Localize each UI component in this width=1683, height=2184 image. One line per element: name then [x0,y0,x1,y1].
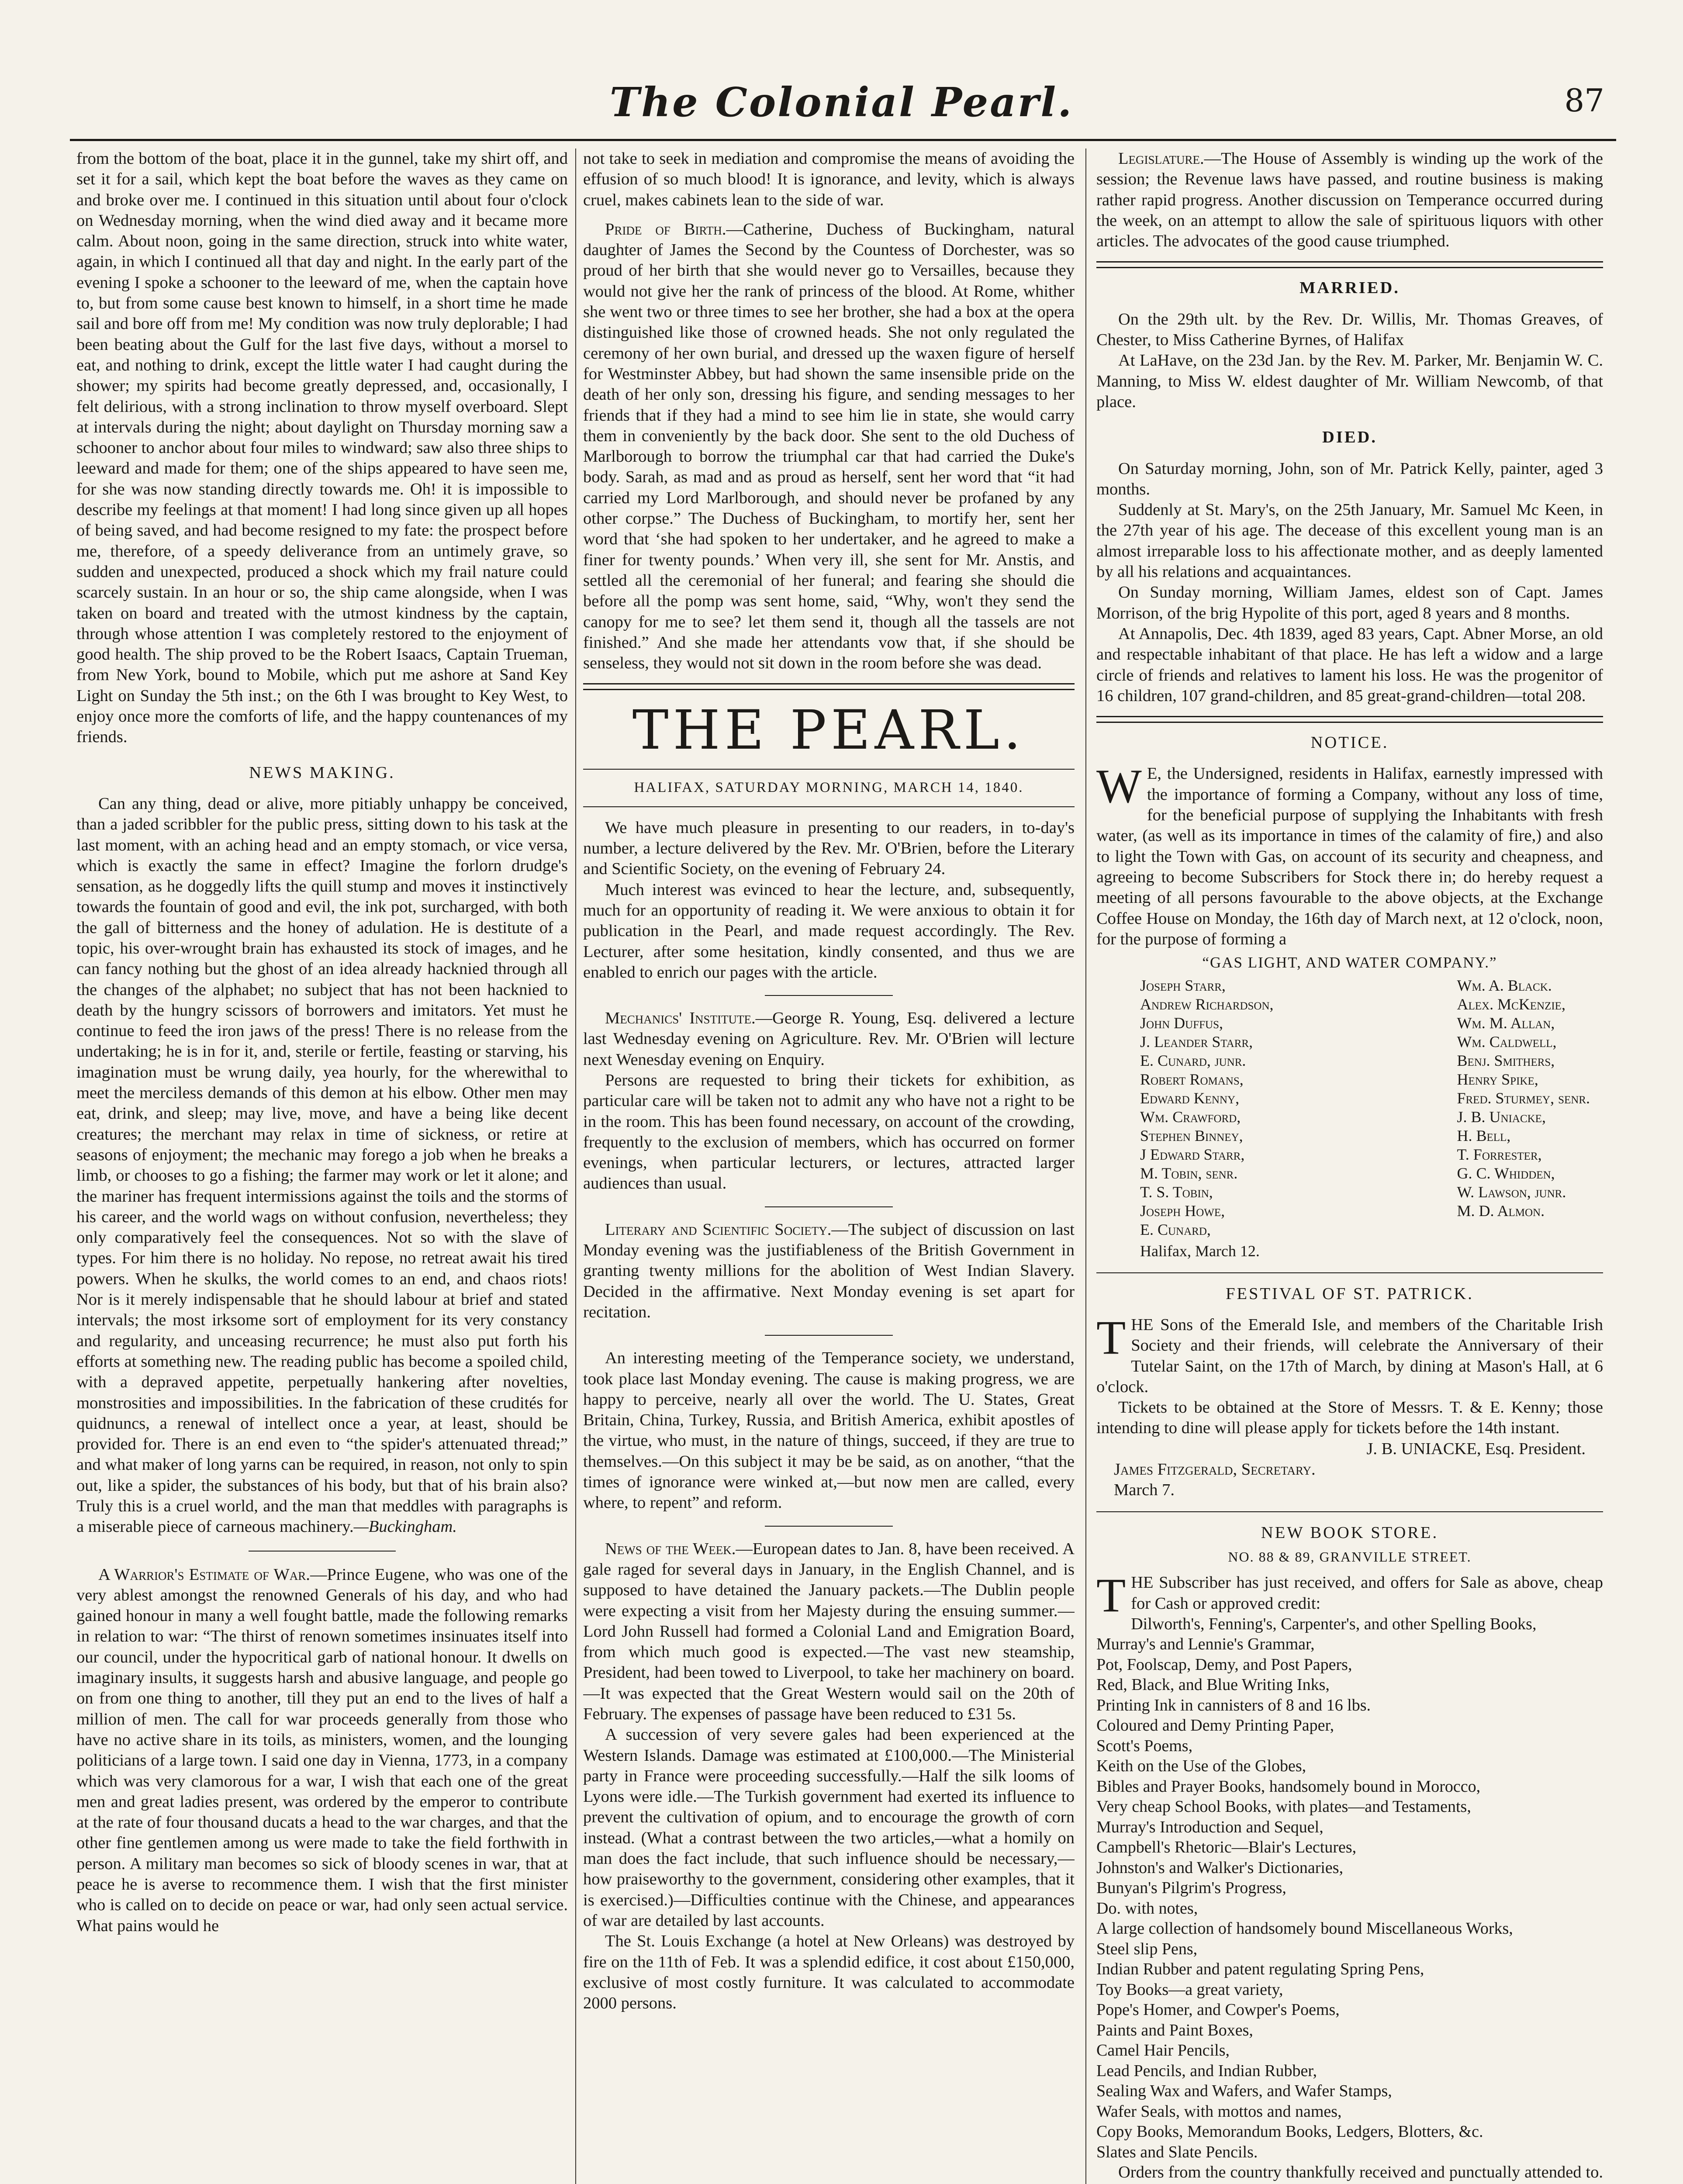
subscriber-names-right [1457,976,1590,1239]
subscriber-name: J. Leander Starr, [1140,1033,1253,1051]
book-list-item: A large collection of handsomely bound Miscellaneous Works, [1096,1919,1513,1938]
separator [765,995,893,996]
news-making-title: NEWS MAKING. [249,763,395,782]
subscriber-names [1140,976,1590,1239]
subscriber-name: John Duffus, [1140,1014,1223,1032]
pride-article [583,219,1075,674]
book-list-item: Bunyan's Pilgrim's Progress, [1096,1879,1286,1897]
separator [765,1335,893,1336]
book-list-item: Copy Books, Memorandum Books, Ledgers, Blotters, &c. [1096,2122,1483,2141]
subscriber-name: J. B. Uniacke, [1457,1108,1546,1126]
subscriber-name: H. Bell, [1457,1127,1511,1145]
notice-title: NOTICE. [1310,733,1389,752]
column-1 [76,149,568,2184]
book-list-item: Do. with notes, [1096,1899,1198,1918]
notice-body: E, the Undersigned, residents in Halifax, earnestly impressed with the importance of forming a Company, without any loss of time, for the beneficial purpose of supplying the Inhabitants with fresh water, (as well as its importance in times of the calamity of fire,) and also to light the Town with Gas, on account of its security and cheapness, and agreeing to become Subscribers for Stock there in; do hereby request a meeting of all persons favourable to the above objects, at the Exchange Coffee House on Monday, the 16th day of March next, at 12 o'clock, noon, for the purpose of forming a [1096,764,1603,948]
page-number: 87 [1564,82,1604,119]
book-list-item: Keith on the Use of the Globes, [1096,1757,1306,1776]
warrior-heading: A Warrior's Estimate of War. [98,1565,310,1584]
literary-heading: Literary and Scientific Society. [605,1220,832,1239]
book-list-item: Murray's and Lennie's Grammar, [1096,1635,1315,1654]
rule [1096,1511,1603,1512]
masthead [0,79,1683,135]
temperance-article: An interesting meeting of the Temperance society, we understand, took place last Monday evening. The cause is making progress, we are happy to perceive, nearly all over the world. The U. States, Great Britain, China, Turkey, Russia, and British America, exhibit apostles of the virtue, who must, in the nature of things, succeed, if they are true to themselves.—On this subject it may be be said, as on another, “that the times of ignorance were winked at,—but now men are called, every where, to repent” and reform. [583,1349,1075,1512]
notice-text [1096,760,1603,950]
book-list-item: Very cheap School Books, with plates—and Testaments, [1096,1797,1471,1816]
literary-article [583,1220,1075,1323]
warrior-continued: not take to seek in mediation and compromise the means of avoiding the effusion of so much blood! It is ignorance, and levity, which is always cruel, makes cabinets lean to the side of war. [583,149,1075,209]
pearl-title: THE PEARL. [632,699,1026,762]
married-entry: On the 29th ult. by the Rev. Dr. Willis, Mr. Thomas Greaves, of Chester, to Miss Catherine Byrnes, of Halifax [1096,310,1603,349]
died-entry: On Sunday morning, William James, eldest son of Capt. James Morrison, of the brig Hypolite of this port, aged 8 years and 8 months. [1096,583,1603,622]
bookstore-dropcap: T [1096,1569,1126,1622]
book-list-item: Red, Black, and Blue Writing Inks, [1096,1676,1330,1694]
double-rule [583,683,1075,690]
book-list-item: Scott's Poems, [1096,1736,1193,1755]
news-week-paragraph: A succession of very severe gales had been experienced at the Western Islands. Damage was estimated at £100,000.—The Ministerial party in France were proceeding successfully.—Half the silk looms of Lyons were idle.—The Turkish government had exerted its influence to prevent the cultivation of opium, and to encourage the growth of corn instead. (What a contrast between the two articles,—what a homily on man does the fact include, that such influence should be necessary,—how praiseworthy to the government, considering other examples, that it is exercised.)—Difficulties continue with the Chinese, and appearances of war are detailed by last accounts. [583,1725,1075,1930]
book-list-item: Toy Books—a great variety, [1096,1980,1283,1999]
subscriber-name: E. Cunard, [1140,1221,1211,1239]
festival-body: HE Sons of the Emerald Isle, and members of the Charitable Irish Society and their friends, will celebrate the Anniversary of their Tutelar Saint, on the 17th of March, by dining at Mason's Hall, at 6 o'clock. [1096,1315,1603,1396]
book-list-item: Steel slip Pens, [1096,1939,1198,1958]
rule [583,769,1075,770]
warrior-text: —Prince Eugene, who was one of the very ablest amongst the renowned Generals of his day, and who had gained honour in many a well fought battle, made the following remarks in relation to war: “The thirst of renown sometimes insinuates itself into our council, under the hypocritical garb of national honour. It dwells on imaginary insults, it suggests harsh and abusive language, and people go on from one thing to another, till they put an end to the lives of half a million of men. The call for war proceeds generally from those who have no active share in its toils, as ministers, women, and the lounging politicians of a large town. I said one day in Vienna, 1773, in a company which was very clamorous for a war, I wish that each one of the great men and great ladies present, was ordered by the emperor to contribute at the rate of four thousand ducats a head to the war charges, and that the other fine gentlemen among us were made to take the field forthwith in person. A military man becomes so sick of bloody scenes in war, that at peace he is averse to recommence them. I wish that the first minister who is called on to decide on peace or war, had only seen actual service. What pains would he [76,1565,568,1935]
subscriber-name: Wm. A. Black. [1457,977,1552,995]
book-list-item: Pope's Homer, and Cowper's Poems, [1096,2001,1340,2019]
mechanics-article [583,1008,1075,1070]
bookstore-intro-text: HE Subscriber has just received, and offers for Sale as above, cheap for Cash or approved credit: [1131,1573,1603,1613]
literary-text: —The subject of discussion on last Monday evening was the justifiableness of the British Government in granting twenty millions for the abolition of West Indian Slavery. Decided in the affirmative. Next Monday evening is set apart for recitation. [583,1220,1075,1321]
book-list-item: Pot, Foolscap, Demy, and Post Papers, [1096,1655,1352,1674]
legislature-heading: Legislature. [1118,149,1204,168]
book-list-item: Indian Rubber and patent regulating Spring Pens, [1096,1960,1424,1979]
separator [765,1206,893,1207]
book-list-item: Murray's Introduction and Sequel, [1096,1818,1324,1836]
double-rule [1096,716,1603,723]
subscriber-name: Edward Kenny, [1140,1089,1240,1107]
book-list-item: Dilworth's, Fenning's, Carpenter's, and other Spelling Books, [1131,1614,1537,1633]
lecture-paragraph: Much interest was evinced to hear the lecture, and, subsequently, much for an opportunity of reading it. We were anxious to obtain it for publication in the Pearl, and made request accordingly. The Rev. Lecturer, after some hesitation, kindly consented, and thus we are enabled to enrich our pages with the article. [583,880,1075,981]
festival-secretary: James Fitzgerald, Secretary. [1114,1460,1316,1479]
subscriber-name: Robert Romans, [1140,1071,1244,1089]
legislature-article [1096,149,1603,252]
subscriber-name: W. Lawson, junr. [1457,1183,1566,1201]
column-divider [575,149,576,2184]
pride-heading: Pride of Birth. [605,220,726,238]
rule [1096,1272,1603,1273]
news-week-article [583,1539,1075,1725]
subscriber-name: J Edward Starr, [1140,1146,1245,1164]
column-2 [583,149,1075,2184]
subscriber-name: E. Cunard, junr. [1140,1052,1246,1070]
died-entry: On Saturday morning, John, son of Mr. Patrick Kelly, painter, aged 3 months. [1096,459,1603,498]
lecture-paragraph: We have much pleasure in presenting to our readers, in to-day's number, a lecture delivered by the Rev. Mr. O'Brien, before the Literary and Scientific Society, on the evening of February 24. [583,818,1075,878]
subscriber-name: Wm. Crawford, [1140,1108,1241,1126]
book-list [1096,1614,1603,2163]
married-entry: At LaHave, on the 23d Jan. by the Rev. M. Parker, Mr. Benjamin W. C. Manning, to Miss W. eldest daughter of Mr. William Newcomb, of that place. [1096,351,1603,411]
book-list-item: Campbell's Rhetoric—Blair's Lectures, [1096,1838,1357,1857]
pride-text: —Catherine, Duchess of Buckingham, natural daughter of James the Second by the Countess of Dorchester, was so proud of her birth that she would never go to Versailles, because they would not give her the rank of princess of the blood. At Rome, whither she went two or three times to see her brother, she had a box at the opera distinguished like those of crowned heads. She not only regulated the ceremony of her own burial, and dressed up the waxen figure of herself for Westminster Abbey, but had shown the same insensible pride on the death of her only son, dressing his figure, and sending messages to her friends that if they had a mind to see him lie in state, she would carry them in conveniently by the back door. She sent to the old Duchess of Marlborough to borrow the triumphal car that had carried the Duke's body. Sarah, as mad and as proud as herself, sent her word that “it had carried my Lord Marlborough, and should never be profaned by any other corpse.” The Duchess of Buckingham, to mortify her, sent her word that ‘she had spoken to her undertaker, and he agreed to make a finer for twenty pounds.’ When very ill, she sent for Mr. Anstis, and settled all the ceremonial of her funeral; and fearing she should die before all the pomp was sent home, said, “Why, won't they send the canopy for me to see? let them send it, though all the tassels are not finished.” And she made her attendants vow that, if she should be senseless, they would not sit down in the room before she was dead. [583,220,1075,673]
double-rule [1096,261,1603,268]
subscriber-name: Stephen Binney, [1140,1127,1243,1145]
mechanics-heading: Mechanics' Institute. [605,1009,756,1028]
subscriber-name: Alex. McKenzie, [1457,995,1566,1013]
book-list-item: Coloured and Demy Printing Paper, [1096,1716,1334,1735]
book-list-item: Wafer Seals, with mottos and names, [1096,2102,1342,2121]
mechanics-notice: Persons are requested to bring their tickets for exhibition, as particular care will be taken not to admit any who have not a right to be in the room. This has been found necessary, on account of the crowding, frequently to the exclusion of members, which has occurred on former evenings, when particular lecturers, or lectures, attracted larger audiences than usual. [583,1071,1075,1193]
book-list-item: Slates and Slate Pencils. [1096,2143,1258,2161]
subscriber-name: Joseph Starr, [1140,977,1226,995]
separator [765,1526,893,1527]
book-list-item: Camel Hair Pencils, [1096,2041,1230,2060]
pearl-date: HALIFAX, SATURDAY MORNING, MARCH 14, 1840. [634,780,1024,796]
rule [583,806,1075,807]
bookstore-address: NO. 88 & 89, GRANVILLE STREET. [1228,1548,1472,1565]
warrior-article [76,1565,568,1936]
header-rule [70,139,1616,141]
news-week-text: —European dates to Jan. 8, have been received. A gale raged for several days in January, in the English Channel, and is supposed to have detained the January packets.—The Dublin people were expecting a visit from her Majesty during the ensuing summer.—Lord John Russell had formed a Colonial Land and Emigration Board, from which much good is expected.—The vast new steamship, President, had been towed to Liverpool, to take her machinery on board.—It was expected that the Great Western would sail on the 20th of February. The expenses of passage have been reduced to £31 5s. [583,1539,1075,1723]
bookstore-closing: Orders from the country thankfully received and punctually attended to. [1118,2163,1603,2182]
book-list-item: Bibles and Prayer Books, handsomely bound in Morocco, [1096,1777,1481,1796]
subscriber-name: T. S. Tobin, [1140,1183,1213,1201]
subscriber-name: G. C. Whidden, [1457,1165,1555,1182]
festival-president: J. B. UNIACKE, Esq. President. [1366,1439,1586,1458]
subscriber-name: Fred. Sturmey, senr. [1457,1089,1590,1107]
news-week-heading: News of the Week. [605,1539,736,1558]
died-title: DIED. [1322,428,1377,447]
book-list-item: Lead Pencils, and Indian Rubber, [1096,2061,1317,2080]
company-name: “GAS LIGHT, AND WATER COMPANY.” [1202,954,1497,971]
subscriber-name: M. D. Almon. [1457,1202,1545,1220]
news-making-article [76,794,568,1538]
married-title: MARRIED. [1299,279,1400,297]
news-week-paragraph: The St. Louis Exchange (a hotel at New Orleans) was destroyed by fire on the 11th of Feb. It was a splendid edifice, it cost about £150,000, exclusive of most costly furniture. It was calculated to accommodate 2000 persons. [583,1932,1075,2013]
notice-dropcap: W [1096,760,1142,813]
legislature-text: —The House of Assembly is winding up the work of the session; the Revenue laws have passed, and routine business is making rather rapid progress. Another discussion on Temperance occurred during the week, on an attempt to allow the sale of spirituous liquors with other articles. The advocates of the good cause triumphed. [1096,149,1603,251]
mechanics-text: —George R. Young, Esq. delivered a lecture last Wednesday evening on Agriculture. Rev. Mr. O'Brien will lecture next Wenesday evening on Enquiry. [583,1009,1075,1069]
festival-text [1096,1310,1603,1397]
subscriber-names-left [1140,976,1274,1239]
died-entry: Suddenly at St. Mary's, on the 25th January, Mr. Samuel Mc Keen, in the 27th year of his age. The decease of this excellent young man is an almost irreparable loss to his affectionate mother, and as deeply lamented by all his relations and acquaintances. [1096,501,1603,581]
newspaper-title: The Colonial Pearl. [609,79,1074,126]
festival-tickets: Tickets to be obtained at the Store of Messrs. T. & E. Kenny; those intending to dine will please apply for tickets before the 14th instant. [1096,1398,1603,1438]
book-list-item: Johnston's and Walker's Dictionaries, [1096,1858,1344,1877]
news-making-text: Can any thing, dead or alive, more pitiably unhappy be conceived, than a jaded scribbler for the public press, sitting down to his task at the last moment, with an aching head and an empty stomach, or vice versa, which is exactly the same in effect? Imagine the forlorn drudge's sensation, as he doggedly lifts the quill stump and moves it instinctively towards the fountain of good and evil, the ink pot, surcharged, with both the gall of bitterness and the honey of adulation. He is destitute of a topic, his over-wrought brain has exhausted its stock of images, and he can fancy nothing but the ghost of an idea already hacknied through all the changes of the alphabet; no subject that has not been hacknied to death by the hungry scissors of borrowers and imitators. Yet must he continue to feed the iron jaws of the press! There is no release from the undertaking; he is in for it, and, sterile or fertile, feasting or starving, his imagination must be wrung daily, yea hourly, for the wherewithal to meet the merciless demands of this demon at his elbow. Other men may eat, drink, and sleep; may live, move, and have a being like decent creatures; the merchant may relax in time of sickness, or retire at seasons of enjoyment; the mechanic may forego a job when he breaks a limb, or chooses to go a fishing; the farmer may work or let it alone; and the mariner has frequent intermissions against the toils and the storms of his career, and the world wags on without confusion, nevertheless; they only comparatively feel the consequences. Not so with the slave of types. For him there is no holiday. No repose, no retreat await his tired powers. When he skulks, the world comes to an end, and chaos riots! Nor is it merely indispensable that he should labour at brief and stated intervals; the most irksome sort of employment for its very constancy and regularity, and unceasing recurrence; he must also put forth his efforts at something new. The reading public has become a spoiled child, with a depraved appetite, perpetually hankering after novelties, monstrosities and impossibilities. In the fabrication of these crudités for quidnuncs, a renewal of intellect once a year, at least, should be provided for. There is an end even to “the spider's attenuated thread;” and what maker of long yarns can be required, in reason, not only to spin out, like a spider, the substances of his body, but that of his brain also? Truly this is a cruel world, and the man that meddles with paragraphs is a miserable piece of carneous machinery. [76,794,568,1536]
subscriber-name: Wm. Caldwell, [1457,1033,1557,1051]
festival-title: FESTIVAL OF ST. PATRICK. [1226,1284,1474,1303]
book-list-item: Printing Ink in cannisters of 8 and 16 lbs. [1096,1696,1371,1714]
notice-place-date: Halifax, March 12. [1140,1242,1260,1260]
subscriber-name: M. Tobin, senr. [1140,1165,1238,1182]
column-3 [1096,149,1603,2184]
subscriber-name: Andrew Richardson, [1140,995,1274,1013]
subscriber-name: Henry Spike, [1457,1071,1538,1089]
subscriber-name: Wm. M. Allan, [1457,1014,1555,1032]
bookstore-title: NEW BOOK STORE. [1261,1523,1439,1542]
book-list-item: Sealing Wax and Wafers, and Wafer Stamps, [1096,2082,1392,2101]
festival-dropcap: T [1096,1310,1126,1364]
died-entry: At Annapolis, Dec. 4th 1839, aged 83 years, Capt. Abner Morse, an old and respectable inhabitant of that place. He has left a widow and a large circle of friends and relatives to lament his loss. He was the progenitor of 16 children, 107 grand-children, and 85 great-grand-children—total 208. [1096,624,1603,705]
festival-date: March 7. [1114,1481,1175,1500]
book-list-item: Paints and Paint Boxes, [1096,2021,1253,2039]
bookstore-intro [1096,1569,1603,1622]
subscriber-name: Benj. Smithers, [1457,1052,1555,1070]
story-continued: from the bottom of the boat, place it in the gunnel, take my shirt off, and set it for a sail, which kept the boat before the waves as they came on and broke over me. I continued in this situation until about four o'clock on Wednesday morning, when the wind died away and it became more calm. About noon, going in the same direction, struck into white water, again, in which I continued all that day and night. In the early part of the evening I spoke a schooner to the leeward of me, when the captain hove to, but from some cause best known to himself, in a short time he made sail and bore off from me! My condition was now truly deplorable; I had been beating about the Gulf for the last five days, without a morsel to eat, and nothing to drink, except the little water I had caught during the shower; my spirits had become greatly depressed, and, occasionally, I felt delirious, with a strong inclination to throw myself overboard. Slept at intervals during the night; about daylight on Thursday morning saw a schooner to anchor about four miles to windward; saw also three ships to leeward and made for them; one of the ships appeared to have seen me, for she was now standing directly towards me. Oh! it is impossible to describe my feelings at that moment! I had long since given up all hopes of being saved, and had become resigned to my fate: the prospect before me, therefore, of a speedy deliverance from an untimely grave, so sudden and unexpected, produced a shock which my frail nature could scarcely sustain. In an hour or so, the ship came alongside, when I was taken on board and treated with the utmost kindness by the captain, through whose attention I was completely restored to the enjoyment of good health. The ship proved to be the Robert Isaacs, Captain Trueman, from New York, bound to Mobile, which put me ashore at Sand Key Light on Sunday the 5th inst.; on the 6th I was brought to Key West, to enjoy once more the comforts of life, and the happy countenances of my friends. [76,149,568,746]
separator [249,1551,396,1552]
subscriber-name: Joseph Howe, [1140,1202,1225,1220]
subscriber-name: T. Forrester, [1457,1146,1542,1164]
column-divider [1085,149,1086,2184]
news-making-credit: —Buckingham. [353,1517,457,1536]
